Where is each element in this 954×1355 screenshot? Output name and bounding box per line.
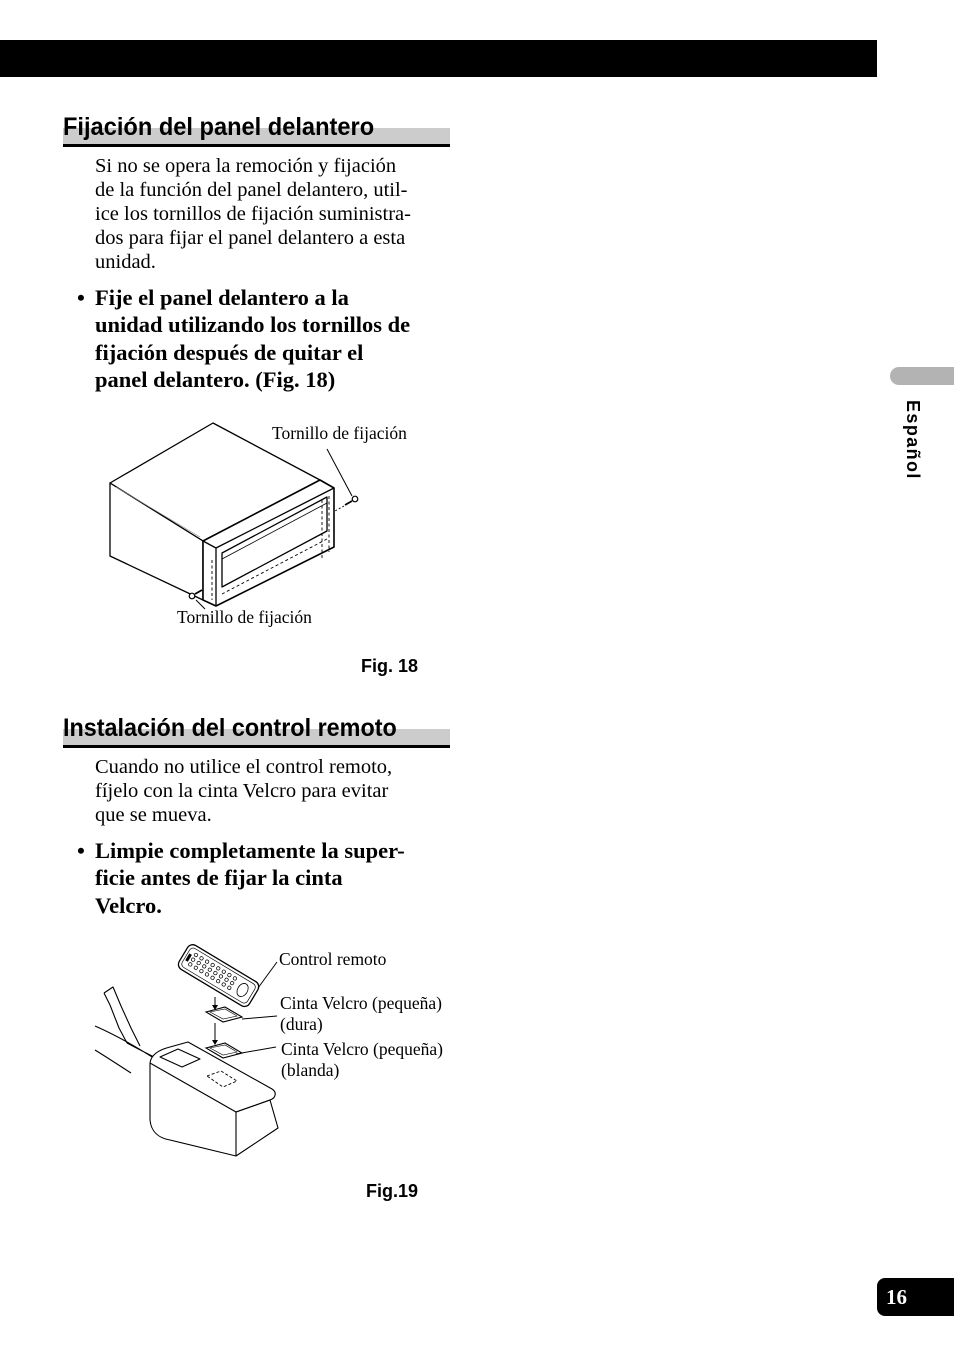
- label-line: (blanda): [281, 1060, 340, 1080]
- leader-line-velcro-soft: [236, 1047, 276, 1054]
- bullet-point: •: [77, 838, 85, 863]
- section-body-front-panel: [95, 154, 411, 274]
- heading-underline: [63, 745, 450, 748]
- instruction-line: Limpie completamente la super-: [95, 838, 405, 863]
- figure-label-velcro-soft: [281, 1039, 443, 1081]
- section-heading-front-panel: Fijación del panel delantero: [63, 113, 375, 141]
- screw-right-icon: [335, 496, 358, 511]
- page-number: 16: [886, 1285, 907, 1309]
- figure-label-screw-top: Tornillo de fijación: [272, 423, 407, 443]
- section-body-remote: [95, 755, 392, 827]
- body-line: que se mueva.: [95, 804, 212, 826]
- bullet-point: •: [77, 285, 85, 310]
- label-line: Cinta Velcro (pequeña): [281, 1039, 443, 1059]
- remote-control-drawing: [176, 942, 261, 1008]
- instruction-line: fijación después de quitar el: [95, 339, 364, 365]
- body-line: Cuando no utilice el control remoto,: [95, 756, 393, 778]
- body-line: dos para fijar el panel delantero a esta: [95, 227, 406, 249]
- language-tab-label: Español: [903, 400, 923, 480]
- figure-label-velcro-hard: [280, 993, 442, 1035]
- body-line: ice los tornillos de fijación suministra-: [95, 203, 411, 225]
- label-line: Cinta Velcro (pequeña): [280, 993, 442, 1013]
- body-line: Si no se opera la remoción y fijación: [95, 155, 397, 177]
- language-tab-marker: [890, 367, 954, 385]
- instruction-line: panel delantero. (Fig. 18): [95, 366, 336, 392]
- figure-18-illustration: [100, 415, 370, 615]
- instruction-remote: [95, 837, 405, 919]
- heading-underline: [63, 144, 450, 147]
- shift-lever: [104, 987, 140, 1046]
- body-line: de la función del panel delantero, util-: [95, 179, 408, 201]
- leader-line-remote: [258, 962, 277, 988]
- figure-label-screw-bottom: Tornillo de fijación: [177, 607, 312, 627]
- label-line: (dura): [280, 1014, 323, 1034]
- instruction-line: Fije el panel delantero a la: [95, 285, 349, 310]
- instruction-line: unidad utilizando los tornillos de: [95, 312, 411, 338]
- section-heading-remote: Instalación del control remoto: [63, 714, 397, 742]
- leader-line-velcro-hard: [242, 1016, 277, 1019]
- velcro-hard-piece: [206, 1007, 242, 1022]
- instruction-line: ficie antes de fijar la cinta: [95, 865, 343, 891]
- figure-caption-18: Fig. 18: [360, 656, 418, 676]
- body-line: fíjelo con la cinta Velcro para evitar: [95, 780, 389, 802]
- header-bar: [0, 40, 877, 77]
- instruction-line: Velcro.: [95, 892, 162, 918]
- instruction-front-panel: [95, 284, 410, 393]
- body-line: unidad.: [95, 251, 156, 273]
- figure-caption-19: Fig.19: [365, 1181, 418, 1201]
- figure-label-remote: Control remoto: [279, 949, 387, 969]
- figure-19-illustration: [90, 940, 285, 1160]
